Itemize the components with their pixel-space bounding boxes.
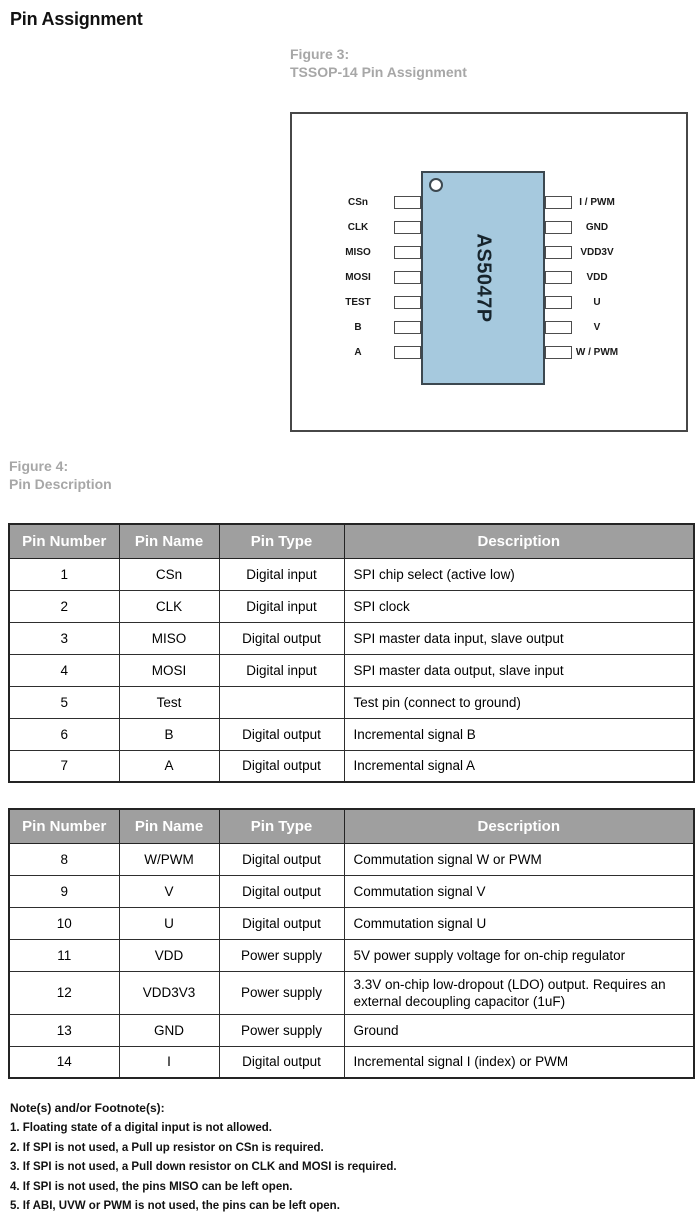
pin-name-cell: U [119, 907, 219, 939]
pin-number-cell: 7 [9, 750, 119, 782]
table-row [9, 558, 694, 590]
pin-type-cell: Power supply [219, 971, 344, 1014]
pin-number-cell: 5 [9, 686, 119, 718]
pin-description-cell: 5V power supply voltage for on-chip regulator [344, 939, 694, 971]
pin-lead-6 [394, 321, 421, 334]
col-header-pin-number: Pin Number [9, 809, 119, 843]
col-header-pin-type: Pin Type [219, 809, 344, 843]
pin-label-mosi: MOSI [345, 272, 371, 283]
pin-description-cell: Test pin (connect to ground) [344, 686, 694, 718]
pin-type-cell: Digital output [219, 843, 344, 875]
pin-description-cell: Incremental signal A [344, 750, 694, 782]
pin-name-cell: B [119, 718, 219, 750]
table-row [9, 971, 694, 1014]
pin-name-cell: Test [119, 686, 219, 718]
pin-number-cell: 11 [9, 939, 119, 971]
figure3-diagram [290, 112, 688, 432]
table-row [9, 1046, 694, 1078]
pin-name-cell: CLK [119, 590, 219, 622]
table-row [9, 622, 694, 654]
footnote-3: 3. If SPI is not used, a Pull down resistor on CLK and MOSI is required. [10, 1161, 397, 1173]
table-header-row [9, 809, 694, 843]
pin-description-cell: Commutation signal U [344, 907, 694, 939]
pin-lead-1 [394, 196, 421, 209]
figure4-caption [9, 457, 112, 493]
pin-number-cell: 13 [9, 1014, 119, 1046]
pin-description-cell: Incremental signal I (index) or PWM [344, 1046, 694, 1078]
table-row [9, 718, 694, 750]
col-header-pin-number: Pin Number [9, 524, 119, 558]
pin-number-cell: 3 [9, 622, 119, 654]
pin-type-cell: Digital input [219, 590, 344, 622]
col-header-pin-name: Pin Name [119, 809, 219, 843]
pin-lead-13 [545, 221, 572, 234]
pin-number-cell: 12 [9, 971, 119, 1014]
pin-name-cell: GND [119, 1014, 219, 1046]
figure3-caption-line2: TSSOP-14 Pin Assignment [290, 64, 467, 80]
pin-description-cell: SPI master data output, slave input [344, 654, 694, 686]
pin-type-cell: Digital output [219, 875, 344, 907]
pin-label-a: A [354, 347, 362, 358]
footnotes-title: Note(s) and/or Footnote(s): [10, 1101, 165, 1115]
pin-label-gnd: GND [585, 222, 609, 233]
pin-lead-4 [394, 271, 421, 284]
pin-description-cell: Incremental signal B [344, 718, 694, 750]
pin-description-cell: SPI clock [344, 590, 694, 622]
pin-number-cell: 14 [9, 1046, 119, 1078]
table-row [9, 686, 694, 718]
pin-description-cell: 3.3V on-chip low-dropout (LDO) output. Requires an external decoupling capacitor (1uF) [344, 971, 694, 1014]
pin-label-clk: CLK [347, 222, 369, 233]
pin-name-cell: W/PWM [119, 843, 219, 875]
pin-name-cell: MOSI [119, 654, 219, 686]
pin-name-cell: A [119, 750, 219, 782]
table-row [9, 654, 694, 686]
table-header-row [9, 524, 694, 558]
pin-type-cell: Power supply [219, 939, 344, 971]
pin-label-b: B [354, 322, 362, 333]
pin-label-u: U [593, 297, 601, 308]
chip-part-number: AS5047P [472, 233, 495, 323]
pin-description-table-2 [8, 808, 695, 1079]
pin-label-ipwm: I / PWM [579, 197, 615, 208]
footnote-1: 1. Floating state of a digital input is not allowed. [10, 1122, 272, 1134]
pin-label-vdd: VDD [586, 272, 608, 283]
pin-label-csn: CSn [348, 197, 368, 208]
table-row [9, 907, 694, 939]
pin-name-cell: V [119, 875, 219, 907]
figure4-caption-line1: Figure 4: [9, 458, 69, 474]
pin-lead-2 [394, 221, 421, 234]
footnote-5: 5. If ABI, UVW or PWM is not used, the pins can be left open. [10, 1200, 340, 1212]
pin-lead-10 [545, 296, 572, 309]
figure3-caption [290, 45, 467, 81]
table-row [9, 1014, 694, 1046]
col-header-pin-type: Pin Type [219, 524, 344, 558]
pin-type-cell: Digital output [219, 718, 344, 750]
pin-name-cell: I [119, 1046, 219, 1078]
col-header-pin-name: Pin Name [119, 524, 219, 558]
table-row [9, 843, 694, 875]
pin-description-cell: Commutation signal W or PWM [344, 843, 694, 875]
pin-number-cell: 8 [9, 843, 119, 875]
figure4-caption-line2: Pin Description [9, 476, 112, 492]
table-row [9, 939, 694, 971]
pin1-indicator-dot [429, 178, 443, 192]
footnote-2: 2. If SPI is not used, a Pull up resistor on CSn is required. [10, 1141, 324, 1154]
table-row [9, 590, 694, 622]
footnote-4: 4. If SPI is not used, the pins MISO can be left open. [10, 1180, 293, 1193]
chip-body [421, 171, 545, 385]
pin-label-wpwm: W / PWM [575, 347, 619, 358]
pin-type-cell [219, 686, 344, 718]
pin-number-cell: 9 [9, 875, 119, 907]
pin-type-cell: Power supply [219, 1014, 344, 1046]
pin-name-cell: VDD [119, 939, 219, 971]
pin-number-cell: 4 [9, 654, 119, 686]
pin-type-cell: Digital output [219, 622, 344, 654]
col-header-description: Description [344, 524, 694, 558]
pin-description-cell: SPI chip select (active low) [344, 558, 694, 590]
pin-lead-12 [545, 246, 572, 259]
pin-label-test: TEST [345, 297, 371, 308]
pin-type-cell: Digital input [219, 654, 344, 686]
pin-label-miso: MISO [345, 247, 371, 258]
pin-lead-14 [545, 196, 572, 209]
pin-number-cell: 6 [9, 718, 119, 750]
pin-label-v: V [593, 322, 601, 333]
pin-number-cell: 10 [9, 907, 119, 939]
footnotes-section [10, 1101, 650, 1217]
page-title: Pin Assignment [10, 9, 143, 29]
pin-description-cell: Ground [344, 1014, 694, 1046]
pin-lead-8 [545, 346, 572, 359]
pin-number-cell: 1 [9, 558, 119, 590]
pin-name-cell: MISO [119, 622, 219, 654]
pin-lead-3 [394, 246, 421, 259]
pin-lead-9 [545, 321, 572, 334]
table-row [9, 750, 694, 782]
pin-description-cell: Commutation signal V [344, 875, 694, 907]
col-header-description: Description [344, 809, 694, 843]
pin-type-cell: Digital output [219, 907, 344, 939]
pin-description-table-1 [8, 523, 695, 783]
pin-lead-5 [394, 296, 421, 309]
table-row [9, 875, 694, 907]
pin-lead-11 [545, 271, 572, 284]
pin-name-cell: CSn [119, 558, 219, 590]
figure3-caption-line1: Figure 3: [290, 46, 350, 62]
pin-name-cell: VDD3V3 [119, 971, 219, 1014]
pin-number-cell: 2 [9, 590, 119, 622]
pin-type-cell: Digital input [219, 558, 344, 590]
pin-type-cell: Digital output [219, 1046, 344, 1078]
pin-type-cell: Digital output [219, 750, 344, 782]
pin-lead-7 [394, 346, 421, 359]
pin-description-cell: SPI master data input, slave output [344, 622, 694, 654]
pin-label-vdd3v: VDD3V [580, 247, 614, 258]
